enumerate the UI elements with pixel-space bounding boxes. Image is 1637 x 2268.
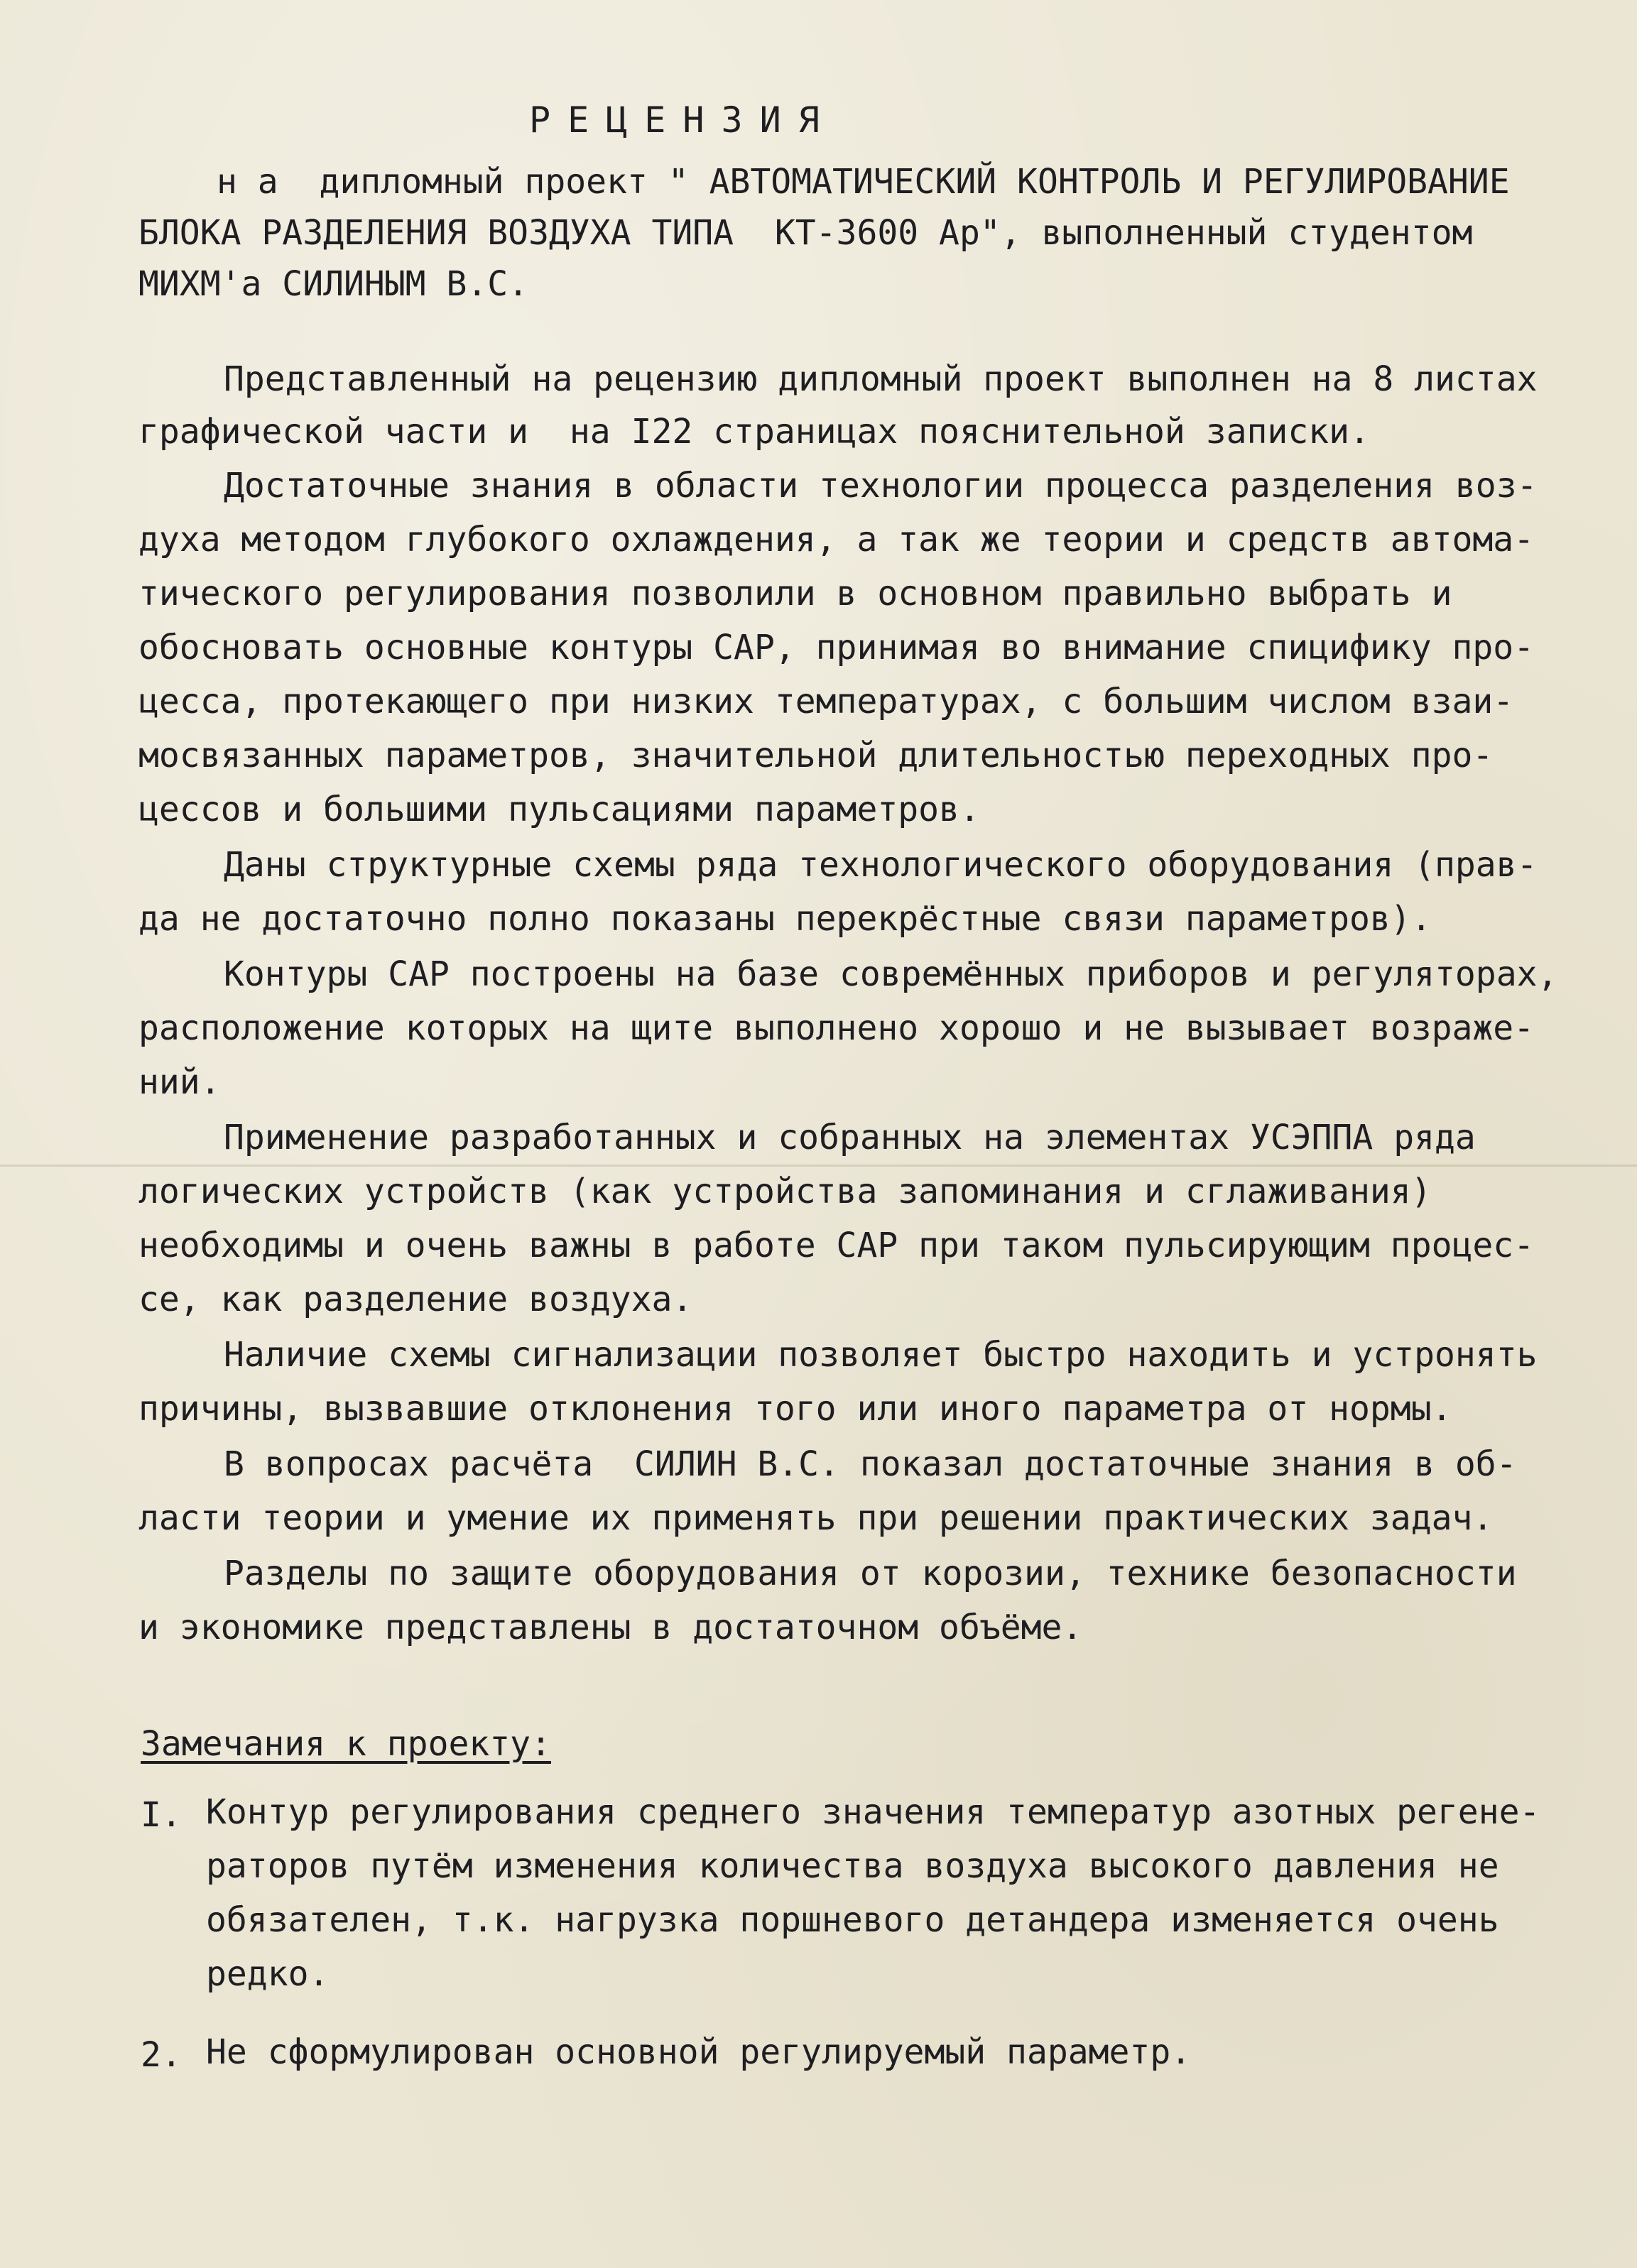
subject-line: БЛОКА РАЗДЕЛЕНИЯ ВОЗДУХА ТИПА КТ-3600 Ар", выполненный студентом bbox=[138, 213, 1473, 253]
body-line: мосвязанных параметров, значительной длительностью переходных про- bbox=[138, 736, 1494, 775]
remark-number: I. bbox=[141, 1795, 182, 1835]
body-line: Даны структурные схемы ряда технологического оборудования (прав- bbox=[224, 845, 1538, 885]
remark-line: редко. bbox=[206, 1954, 330, 1994]
body-line: Контуры САР построены на базе совремённых приборов и регуляторах, bbox=[224, 954, 1558, 994]
body-line: причины, вызвавшие отклонения того или иного параметра от нормы. bbox=[138, 1389, 1452, 1429]
body-line: Применение разработанных и собранных на элементах УСЭППА ряда bbox=[224, 1118, 1476, 1157]
body-line: духа методом глубокого охлаждения, а так же теории и средств автома- bbox=[138, 520, 1535, 560]
subject-line: МИХМ'а СИЛИНЫМ В.С. bbox=[138, 264, 529, 304]
remark-line: раторов путём изменения количества воздуха высокого давления не bbox=[206, 1846, 1499, 1886]
body-line: Представленный на рецензию дипломный проект выполнен на 8 листах bbox=[224, 359, 1538, 399]
body-line: логических устройств (как устройства запоминания и сглаживания) bbox=[138, 1172, 1432, 1211]
body-line: и экономике представлены в достаточном объёме. bbox=[138, 1608, 1083, 1647]
remarks-heading: Замечания к проекту: bbox=[141, 1724, 551, 1764]
remark-number: 2. bbox=[141, 2035, 182, 2075]
body-line: ний. bbox=[138, 1062, 221, 1102]
body-line: цессов и большими пульсациями параметров. bbox=[138, 790, 980, 829]
body-line: обосновать основные контуры САР, принимая во внимание спицифику про- bbox=[138, 628, 1535, 667]
paper-fold bbox=[0, 1165, 1637, 1167]
remark-line: обязателен, т.к. нагрузка поршневого детандера изменяется очень bbox=[206, 1900, 1499, 1940]
body-line: расположение которых на щите выполнено хорошо и не вызывает возраже- bbox=[138, 1008, 1535, 1048]
body-line: Наличие схемы сигнализации позволяет быстро находить и устронять bbox=[224, 1335, 1538, 1375]
body-line: графической части и на I22 страницах пояснительной записки. bbox=[138, 412, 1370, 452]
body-line: необходимы и очень важны в работе САР при таком пульсирующим процес- bbox=[138, 1226, 1535, 1265]
body-line: тического регулирования позволили в основном правильно выбрать и bbox=[138, 574, 1452, 614]
remark-line: Контур регулирования среднего значения температур азотных регене- bbox=[206, 1792, 1540, 1832]
document-title: РЕЦЕНЗИЯ bbox=[529, 99, 837, 141]
body-line: Достаточные знания в области технологии процесса разделения воз- bbox=[224, 466, 1538, 506]
remark-line: Не сформулирован основной регулируемый параметр. bbox=[206, 2032, 1192, 2072]
body-line: ласти теории и умение их применять при решении практических задач. bbox=[138, 1498, 1494, 1538]
body-line: да не достаточно полно показаны перекрёстные связи параметров). bbox=[138, 899, 1432, 939]
subject-line: н а дипломный проект " АВТОМАТИЧЕСКИЙ КОНТРОЛЬ И РЕГУЛИРОВАНИЕ bbox=[217, 162, 1510, 202]
body-line: се, как разделение воздуха. bbox=[138, 1280, 693, 1319]
body-line: В вопросах расчёта СИЛИН В.С. показал достаточные знания в об- bbox=[224, 1444, 1517, 1484]
body-line: Разделы по защите оборудования от корозии, технике безопасности bbox=[224, 1554, 1517, 1593]
body-line: цесса, протекающего при низких температурах, с большим числом взаи- bbox=[138, 682, 1514, 721]
